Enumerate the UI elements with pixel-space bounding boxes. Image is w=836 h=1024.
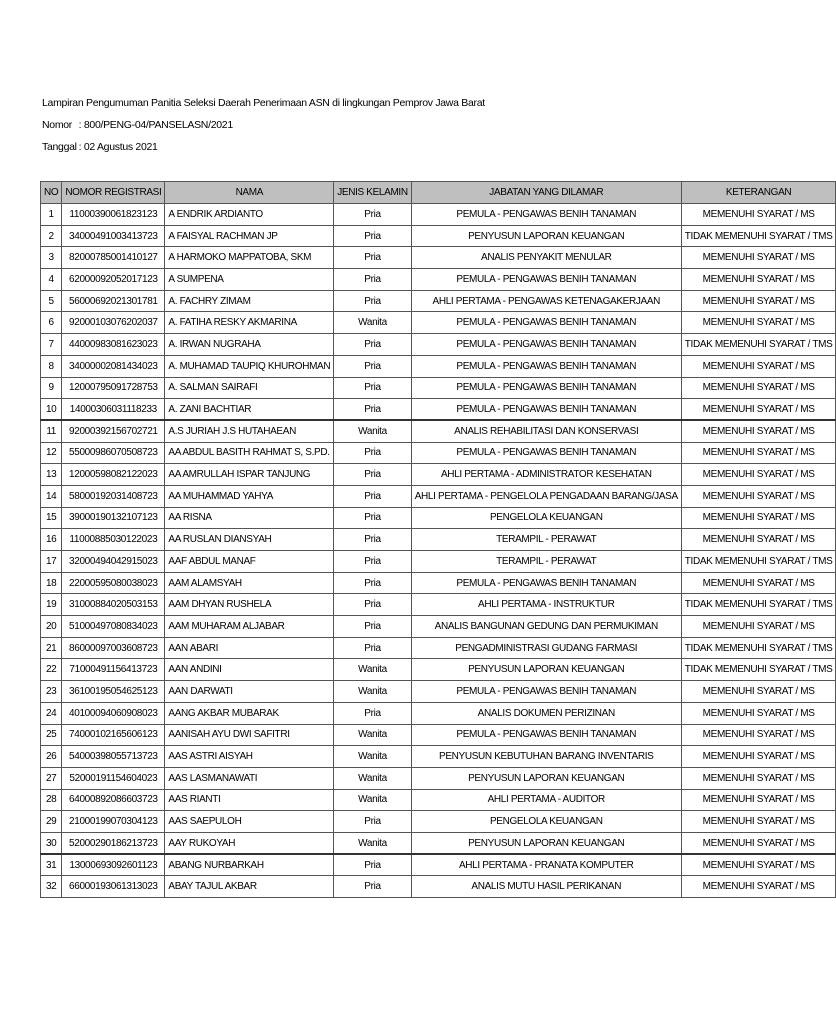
cell-no: 4: [41, 269, 62, 291]
cell-nomor-registrasi: 39000190132107123: [62, 507, 165, 529]
cell-nomor-registrasi: 82000785001410127: [62, 247, 165, 269]
cell-jenis-kelamin: Pria: [334, 485, 411, 507]
cell-keterangan: TIDAK MEMENUHI SYARAT / TMS: [681, 659, 836, 681]
table-row: [41, 637, 836, 659]
cell-keterangan: MEMENUHI SYARAT / MS: [681, 312, 836, 334]
cell-jabatan: PEMULA - PENGAWAS BENIH TANAMAN: [411, 442, 681, 464]
cell-jabatan: TERAMPIL - PERAWAT: [411, 529, 681, 551]
cell-keterangan: MEMENUHI SYARAT / MS: [681, 681, 836, 703]
cell-jabatan: ANALIS PENYAKIT MENULAR: [411, 247, 681, 269]
table-row: [41, 832, 836, 854]
cell-jabatan: PEMULA - PENGAWAS BENIH TANAMAN: [411, 204, 681, 226]
cell-keterangan: TIDAK MEMENUHI SYARAT / TMS: [681, 637, 836, 659]
cell-no: 11: [41, 420, 62, 442]
table-row: [41, 724, 836, 746]
table-row: [41, 312, 836, 334]
cell-nomor-registrasi: 54000398055713723: [62, 746, 165, 768]
cell-no: 9: [41, 377, 62, 399]
cell-nomor-registrasi: 11000390061823123: [62, 204, 165, 226]
table-body: [41, 204, 836, 898]
cell-jenis-kelamin: Pria: [334, 204, 411, 226]
cell-jabatan: PEMULA - PENGAWAS BENIH TANAMAN: [411, 355, 681, 377]
cell-no: 25: [41, 724, 62, 746]
cell-nama: AANISAH AYU DWI SAFITRI: [165, 724, 334, 746]
cell-nomor-registrasi: 64000892086603723: [62, 789, 165, 811]
table-row: [41, 854, 836, 876]
cell-jabatan: PEMULA - PENGAWAS BENIH TANAMAN: [411, 399, 681, 421]
cell-nama: A. IRWAN NUGRAHA: [165, 334, 334, 356]
cell-keterangan: MEMENUHI SYARAT / MS: [681, 854, 836, 876]
cell-jabatan: AHLI PERTAMA - PRANATA KOMPUTER: [411, 854, 681, 876]
cell-jenis-kelamin: Pria: [334, 377, 411, 399]
cell-no: 20: [41, 616, 62, 638]
cell-jabatan: PEMULA - PENGAWAS BENIH TANAMAN: [411, 269, 681, 291]
cell-jenis-kelamin: Pria: [334, 464, 411, 486]
table-row: [41, 269, 836, 291]
cell-jenis-kelamin: Pria: [334, 269, 411, 291]
table-row: [41, 442, 836, 464]
cell-keterangan: MEMENUHI SYARAT / MS: [681, 464, 836, 486]
cell-keterangan: MEMENUHI SYARAT / MS: [681, 724, 836, 746]
cell-nomor-registrasi: 34000002081434023: [62, 355, 165, 377]
column-header-jenis-kelamin: JENIS KELAMIN: [334, 182, 411, 204]
cell-nama: A. MUHAMAD TAUPIQ KHUROHMAN: [165, 355, 334, 377]
cell-nama: A FAISYAL RACHMAN JP: [165, 225, 334, 247]
cell-jenis-kelamin: Wanita: [334, 789, 411, 811]
cell-nama: AAM MUHARAM ALJABAR: [165, 616, 334, 638]
cell-no: 2: [41, 225, 62, 247]
cell-no: 19: [41, 594, 62, 616]
cell-no: 26: [41, 746, 62, 768]
cell-jabatan: PEMULA - PENGAWAS BENIH TANAMAN: [411, 377, 681, 399]
cell-keterangan: MEMENUHI SYARAT / MS: [681, 616, 836, 638]
cell-nomor-registrasi: 11000885030122023: [62, 529, 165, 551]
table-row: [41, 659, 836, 681]
cell-no: 13: [41, 464, 62, 486]
cell-jabatan: ANALIS REHABILITASI DAN KONSERVASI: [411, 420, 681, 442]
table-row: [41, 681, 836, 703]
cell-nama: AA ABDUL BASITH RAHMAT S, S.PD.: [165, 442, 334, 464]
cell-keterangan: MEMENUHI SYARAT / MS: [681, 204, 836, 226]
cell-no: 16: [41, 529, 62, 551]
cell-keterangan: TIDAK MEMENUHI SYARAT / TMS: [681, 225, 836, 247]
cell-no: 31: [41, 854, 62, 876]
cell-jabatan: PENGADMINISTRASI GUDANG FARMASI: [411, 637, 681, 659]
cell-nomor-registrasi: 52000290186213723: [62, 832, 165, 854]
table-row: [41, 377, 836, 399]
cell-jenis-kelamin: Wanita: [334, 767, 411, 789]
table-row: [41, 876, 836, 898]
cell-keterangan: MEMENUHI SYARAT / MS: [681, 269, 836, 291]
cell-jabatan: PENGELOLA KEUANGAN: [411, 507, 681, 529]
nomor-value: : 800/PENG-04/PANSELASN/2021: [78, 119, 233, 131]
cell-keterangan: TIDAK MEMENUHI SYARAT / TMS: [681, 551, 836, 573]
cell-keterangan: MEMENUHI SYARAT / MS: [681, 377, 836, 399]
cell-nama: A HARMOKO MAPPATOBA, SKM: [165, 247, 334, 269]
cell-jenis-kelamin: Pria: [334, 442, 411, 464]
cell-jabatan: AHLI PERTAMA - PENGAWAS KETENAGAKERJAAN: [411, 290, 681, 312]
table-row: [41, 529, 836, 551]
cell-jenis-kelamin: Pria: [334, 572, 411, 594]
cell-nama: AAY RUKOYAH: [165, 832, 334, 854]
cell-nama: A. ZANI BACHTIAR: [165, 399, 334, 421]
cell-jenis-kelamin: Pria: [334, 616, 411, 638]
cell-keterangan: TIDAK MEMENUHI SYARAT / TMS: [681, 334, 836, 356]
tanggal-label: Tanggal: [42, 141, 77, 153]
cell-jenis-kelamin: Pria: [334, 854, 411, 876]
cell-nomor-registrasi: 22000595080038023: [62, 572, 165, 594]
cell-jenis-kelamin: Pria: [334, 529, 411, 551]
cell-keterangan: MEMENUHI SYARAT / MS: [681, 485, 836, 507]
cell-jabatan: AHLI PERTAMA - AUDITOR: [411, 789, 681, 811]
cell-nomor-registrasi: 86000097003608723: [62, 637, 165, 659]
table-row: [41, 485, 836, 507]
cell-no: 15: [41, 507, 62, 529]
cell-no: 17: [41, 551, 62, 573]
cell-nomor-registrasi: 55000986070508723: [62, 442, 165, 464]
cell-keterangan: MEMENUHI SYARAT / MS: [681, 442, 836, 464]
table-row: [41, 572, 836, 594]
cell-jabatan: AHLI PERTAMA - ADMINISTRATOR KESEHATAN: [411, 464, 681, 486]
column-header-nomor-registrasi: NOMOR REGISTRASI: [62, 182, 165, 204]
table-row: [41, 811, 836, 833]
cell-keterangan: MEMENUHI SYARAT / MS: [681, 811, 836, 833]
cell-jabatan: AHLI PERTAMA - PENGELOLA PENGADAAN BARANG/JASA: [411, 485, 681, 507]
cell-jenis-kelamin: Wanita: [334, 659, 411, 681]
cell-nomor-registrasi: 12000795091728753: [62, 377, 165, 399]
table-row: [41, 204, 836, 226]
table-row: [41, 507, 836, 529]
cell-jabatan: ANALIS BANGUNAN GEDUNG DAN PERMUKIMAN: [411, 616, 681, 638]
cell-nomor-registrasi: 21000199070304123: [62, 811, 165, 833]
cell-nomor-registrasi: 74000102165606123: [62, 724, 165, 746]
cell-jenis-kelamin: Wanita: [334, 724, 411, 746]
cell-keterangan: TIDAK MEMENUHI SYARAT / TMS: [681, 594, 836, 616]
cell-no: 22: [41, 659, 62, 681]
cell-nama: AA RISNA: [165, 507, 334, 529]
cell-nomor-registrasi: 32000494042915023: [62, 551, 165, 573]
cell-keterangan: MEMENUHI SYARAT / MS: [681, 399, 836, 421]
cell-nama: ABANG NURBARKAH: [165, 854, 334, 876]
cell-jabatan: PENYUSUN LAPORAN KEUANGAN: [411, 225, 681, 247]
cell-jabatan: TERAMPIL - PERAWAT: [411, 551, 681, 573]
cell-jenis-kelamin: Wanita: [334, 681, 411, 703]
cell-nomor-registrasi: 92000103076202037: [62, 312, 165, 334]
table-row: [41, 334, 836, 356]
cell-jabatan: PEMULA - PENGAWAS BENIH TANAMAN: [411, 334, 681, 356]
cell-keterangan: MEMENUHI SYARAT / MS: [681, 789, 836, 811]
cell-no: 23: [41, 681, 62, 703]
document-header: [42, 96, 485, 162]
table-row: [41, 247, 836, 269]
cell-nomor-registrasi: 56000692021301781: [62, 290, 165, 312]
cell-keterangan: MEMENUHI SYARAT / MS: [681, 247, 836, 269]
nomor-line: [42, 118, 485, 140]
cell-no: 14: [41, 485, 62, 507]
cell-nama: AAN ANDINI: [165, 659, 334, 681]
cell-jabatan: PENYUSUN LAPORAN KEUANGAN: [411, 659, 681, 681]
cell-jabatan: PEMULA - PENGAWAS BENIH TANAMAN: [411, 312, 681, 334]
cell-nama: AANG AKBAR MUBARAK: [165, 702, 334, 724]
cell-no: 18: [41, 572, 62, 594]
cell-keterangan: MEMENUHI SYARAT / MS: [681, 876, 836, 898]
cell-no: 12: [41, 442, 62, 464]
nomor-label: Nomor: [42, 119, 73, 131]
cell-nomor-registrasi: 12000598082122023: [62, 464, 165, 486]
table-row: [41, 225, 836, 247]
cell-keterangan: MEMENUHI SYARAT / MS: [681, 702, 836, 724]
cell-nomor-registrasi: 58000192031408723: [62, 485, 165, 507]
cell-nama: AAN DARWATI: [165, 681, 334, 703]
cell-nomor-registrasi: 62000092052017123: [62, 269, 165, 291]
cell-nama: A. FATIHA RESKY AKMARINA: [165, 312, 334, 334]
cell-jenis-kelamin: Wanita: [334, 420, 411, 442]
cell-nama: A ENDRIK ARDIANTO: [165, 204, 334, 226]
cell-nomor-registrasi: 36100195054625123: [62, 681, 165, 703]
column-header-no: NO: [41, 182, 62, 204]
cell-nomor-registrasi: 13000693092601123: [62, 854, 165, 876]
cell-nama: AAS LASMANAWATI: [165, 767, 334, 789]
cell-nama: AAM ALAMSYAH: [165, 572, 334, 594]
cell-nomor-registrasi: 31000884020503153: [62, 594, 165, 616]
cell-jabatan: PENYUSUN LAPORAN KEUANGAN: [411, 832, 681, 854]
cell-keterangan: MEMENUHI SYARAT / MS: [681, 507, 836, 529]
cell-nama: AA MUHAMMAD YAHYA: [165, 485, 334, 507]
cell-keterangan: MEMENUHI SYARAT / MS: [681, 290, 836, 312]
cell-jabatan: PENYUSUN LAPORAN KEUANGAN: [411, 767, 681, 789]
cell-no: 7: [41, 334, 62, 356]
cell-jenis-kelamin: Wanita: [334, 312, 411, 334]
cell-jenis-kelamin: Pria: [334, 247, 411, 269]
table-row: [41, 551, 836, 573]
table-row: [41, 594, 836, 616]
column-header-jabatan: JABATAN YANG DILAMAR: [411, 182, 681, 204]
cell-jabatan: ANALIS DOKUMEN PERIZINAN: [411, 702, 681, 724]
cell-no: 24: [41, 702, 62, 724]
table-row: [41, 290, 836, 312]
cell-nomor-registrasi: 92000392156702721: [62, 420, 165, 442]
column-header-nama: NAMA: [165, 182, 334, 204]
cell-no: 29: [41, 811, 62, 833]
document-title: Lampiran Pengumuman Panitia Seleksi Daerah Penerimaan ASN di lingkungan Pemprov Jawa Barat: [42, 97, 485, 109]
cell-keterangan: MEMENUHI SYARAT / MS: [681, 420, 836, 442]
cell-jenis-kelamin: Pria: [334, 290, 411, 312]
cell-jenis-kelamin: Pria: [334, 551, 411, 573]
cell-jenis-kelamin: Pria: [334, 225, 411, 247]
cell-no: 6: [41, 312, 62, 334]
cell-jenis-kelamin: Pria: [334, 355, 411, 377]
cell-jabatan: PEMULA - PENGAWAS BENIH TANAMAN: [411, 572, 681, 594]
cell-nama: A.S JURIAH J.S HUTAHAEAN: [165, 420, 334, 442]
cell-no: 3: [41, 247, 62, 269]
cell-keterangan: MEMENUHI SYARAT / MS: [681, 746, 836, 768]
cell-no: 32: [41, 876, 62, 898]
cell-jabatan: PEMULA - PENGAWAS BENIH TANAMAN: [411, 681, 681, 703]
cell-keterangan: MEMENUHI SYARAT / MS: [681, 767, 836, 789]
cell-nama: AAM DHYAN RUSHELA: [165, 594, 334, 616]
table-row: [41, 355, 836, 377]
cell-jenis-kelamin: Wanita: [334, 746, 411, 768]
cell-jenis-kelamin: Wanita: [334, 832, 411, 854]
cell-keterangan: MEMENUHI SYARAT / MS: [681, 832, 836, 854]
table-row: [41, 420, 836, 442]
cell-jenis-kelamin: Pria: [334, 334, 411, 356]
cell-no: 8: [41, 355, 62, 377]
results-table: [40, 181, 836, 898]
cell-jabatan: AHLI PERTAMA - INSTRUKTUR: [411, 594, 681, 616]
cell-jenis-kelamin: Pria: [334, 702, 411, 724]
cell-nama: AA RUSLAN DIANSYAH: [165, 529, 334, 551]
cell-nama: A SUMPENA: [165, 269, 334, 291]
cell-no: 5: [41, 290, 62, 312]
cell-nomor-registrasi: 51000497080834023: [62, 616, 165, 638]
cell-jenis-kelamin: Pria: [334, 594, 411, 616]
cell-nama: AA AMRULLAH ISPAR TANJUNG: [165, 464, 334, 486]
table-row: [41, 746, 836, 768]
cell-no: 21: [41, 637, 62, 659]
column-header-keterangan: KETERANGAN: [681, 182, 836, 204]
cell-nama: AAS ASTRI AISYAH: [165, 746, 334, 768]
cell-nomor-registrasi: 71000491156413723: [62, 659, 165, 681]
tanggal-value: : 02 Agustus 2021: [78, 141, 158, 153]
cell-no: 27: [41, 767, 62, 789]
cell-nama: A. SALMAN SAIRAFI: [165, 377, 334, 399]
cell-no: 30: [41, 832, 62, 854]
table-row: [41, 464, 836, 486]
cell-no: 1: [41, 204, 62, 226]
cell-nomor-registrasi: 34000491003413723: [62, 225, 165, 247]
cell-no: 10: [41, 399, 62, 421]
cell-nama: AAS RIANTI: [165, 789, 334, 811]
cell-jabatan: PEMULA - PENGAWAS BENIH TANAMAN: [411, 724, 681, 746]
table-row: [41, 767, 836, 789]
cell-nama: ABAY TAJUL AKBAR: [165, 876, 334, 898]
cell-nomor-registrasi: 52000191154604023: [62, 767, 165, 789]
cell-nama: A. FACHRY ZIMAM: [165, 290, 334, 312]
cell-jabatan: PENYUSUN KEBUTUHAN BARANG INVENTARIS: [411, 746, 681, 768]
cell-nama: AAF ABDUL MANAF: [165, 551, 334, 573]
cell-jenis-kelamin: Pria: [334, 637, 411, 659]
cell-keterangan: MEMENUHI SYARAT / MS: [681, 529, 836, 551]
cell-jenis-kelamin: Pria: [334, 399, 411, 421]
table-row: [41, 789, 836, 811]
table-header-row: [41, 182, 836, 204]
table-row: [41, 702, 836, 724]
cell-nomor-registrasi: 14000306031118233: [62, 399, 165, 421]
cell-jenis-kelamin: Pria: [334, 876, 411, 898]
cell-nomor-registrasi: 40100094060908023: [62, 702, 165, 724]
cell-jenis-kelamin: Pria: [334, 507, 411, 529]
cell-nama: AAN ABARI: [165, 637, 334, 659]
table-row: [41, 616, 836, 638]
cell-jabatan: ANALIS MUTU HASIL PERIKANAN: [411, 876, 681, 898]
tanggal-line: [42, 140, 485, 162]
cell-nomor-registrasi: 66000193061313023: [62, 876, 165, 898]
table-row: [41, 399, 836, 421]
cell-keterangan: MEMENUHI SYARAT / MS: [681, 355, 836, 377]
cell-nomor-registrasi: 44000983081623023: [62, 334, 165, 356]
cell-nama: AAS SAEPULOH: [165, 811, 334, 833]
cell-no: 28: [41, 789, 62, 811]
cell-keterangan: MEMENUHI SYARAT / MS: [681, 572, 836, 594]
cell-jenis-kelamin: Pria: [334, 811, 411, 833]
cell-jabatan: PENGELOLA KEUANGAN: [411, 811, 681, 833]
